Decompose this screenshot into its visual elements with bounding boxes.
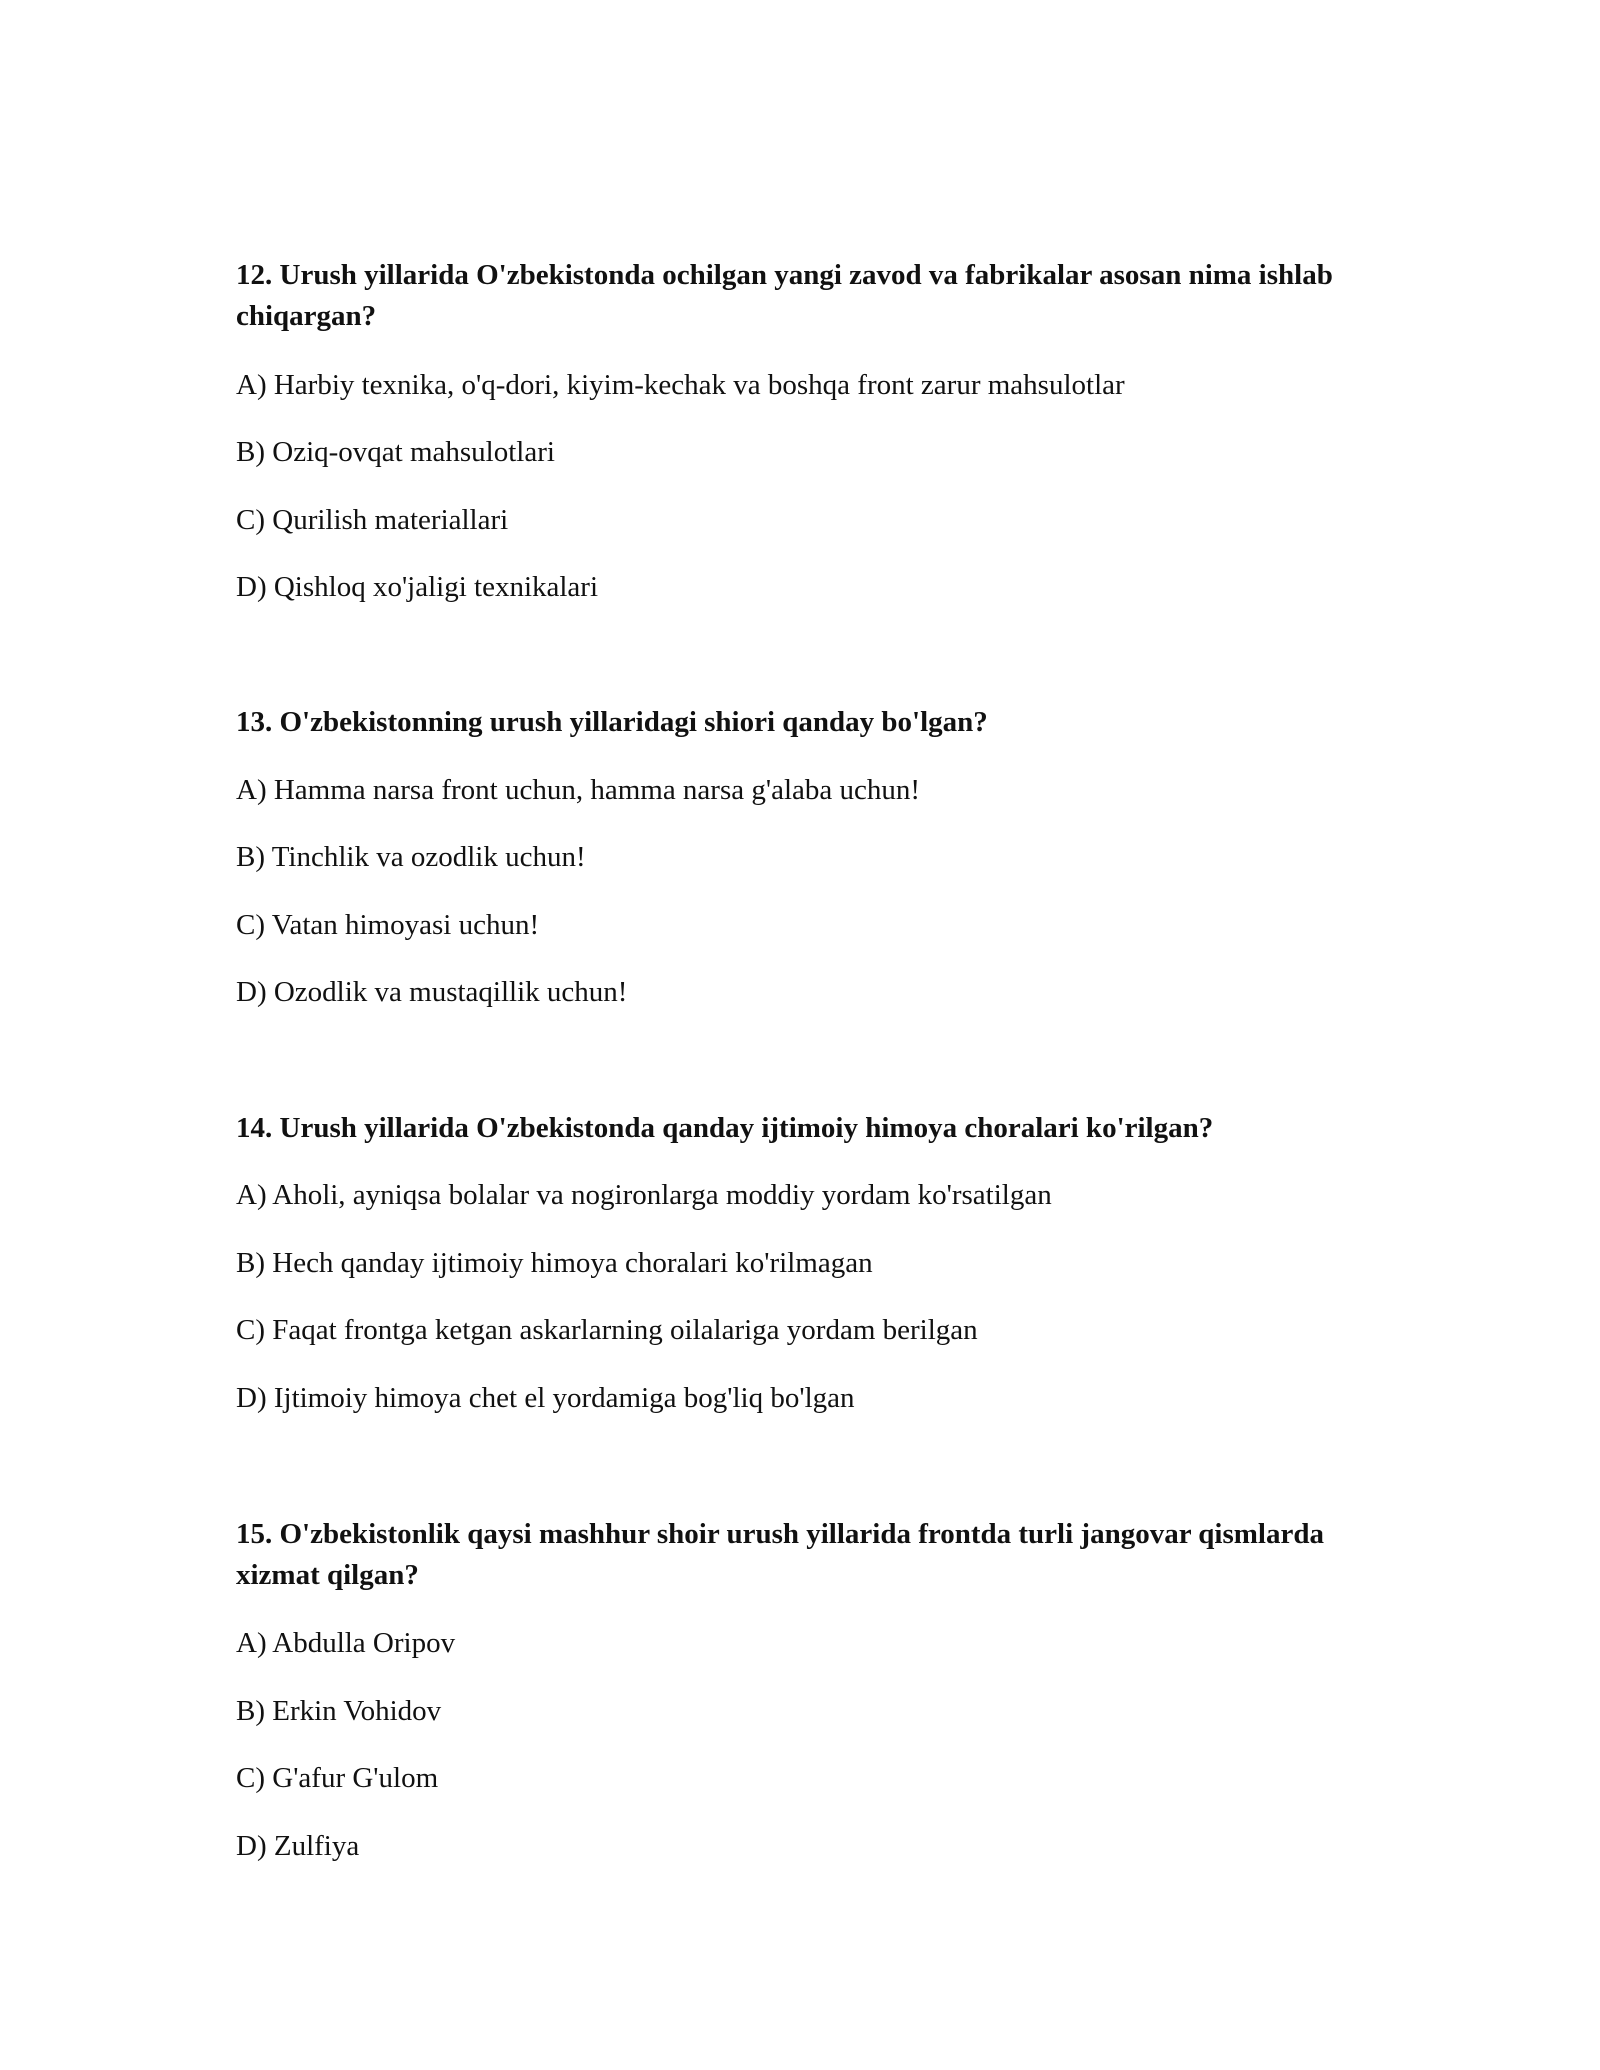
answer-option-d: D) Zulfiya: [236, 1830, 360, 1862]
answer-option-c: C) Vatan himoyasi uchun!: [236, 909, 540, 941]
question-13: [236, 702, 1376, 1008]
answer-option-d: D) Ijtimoiy himoya chet el yordamiga bog'liq bo'lgan: [236, 1382, 855, 1414]
answer-option-d: D) Qishloq xo'jaligi texnikalari: [236, 571, 599, 603]
question-15: [236, 1514, 1376, 1862]
question-title: 15. O'zbekistonlik qaysi mashhur shoir urush yillarida frontda turli jangovar qismlarda xizmat qilgan?: [236, 1518, 1324, 1591]
question-title: 12. Urush yillarida O'zbekistonda ochilgan yangi zavod va fabrikalar asosan nima ishlab chiqargan?: [236, 259, 1333, 332]
answer-option-a: A) Hamma narsa front uchun, hamma narsa g'alaba uchun!: [236, 774, 921, 806]
answer-option-b: B) Tinchlik va ozodlik uchun!: [236, 841, 586, 873]
answer-option-d: D) Ozodlik va mustaqillik uchun!: [236, 976, 628, 1008]
answer-option-b: B) Erkin Vohidov: [236, 1695, 442, 1727]
question-14: [236, 1108, 1376, 1414]
answer-option-c: C) Faqat frontga ketgan askarlarning oilalariga yordam berilgan: [236, 1314, 978, 1346]
answer-option-c: C) G'afur G'ulom: [236, 1762, 439, 1794]
question-title: 14. Urush yillarida O'zbekistonda qanday ijtimoiy himoya choralari ko'rilgan?: [236, 1112, 1214, 1144]
answer-option-b: B) Oziq-ovqat mahsulotlari: [236, 436, 555, 468]
answer-option-a: A) Aholi, ayniqsa bolalar va nogironlarga moddiy yordam ko'rsatilgan: [236, 1179, 1052, 1211]
question-title: 13. O'zbekistonning urush yillaridagi shiori qanday bo'lgan?: [236, 706, 988, 738]
answer-option-a: A) Abdulla Oripov: [236, 1627, 456, 1659]
answer-option-c: C) Qurilish materiallari: [236, 504, 509, 536]
question-12: [236, 255, 1376, 603]
answer-option-a: A) Harbiy texnika, o'q-dori, kiyim-kechak va boshqa front zarur mahsulotlar: [236, 369, 1125, 401]
answer-option-b: B) Hech qanday ijtimoiy himoya choralari ko'rilmagan: [236, 1247, 873, 1279]
